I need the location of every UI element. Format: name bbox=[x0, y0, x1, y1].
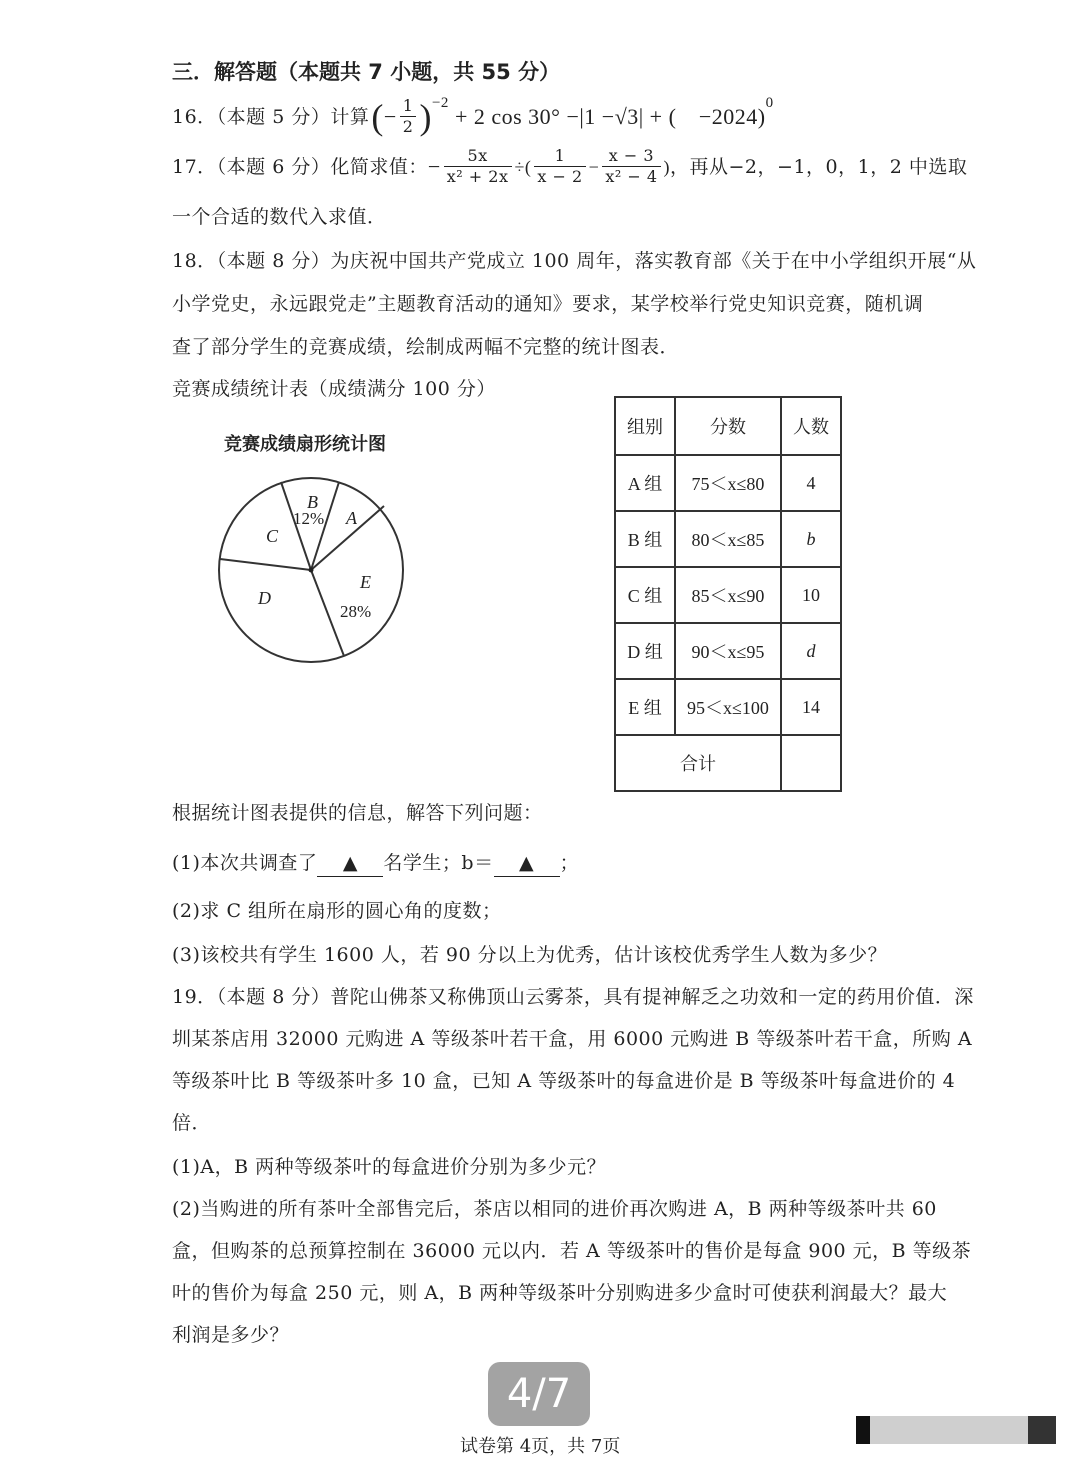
answer-blank-2[interactable]: ▲ bbox=[494, 850, 560, 877]
q17-close: ) bbox=[663, 156, 671, 177]
q19-part2-line1: (2)当购进的所有茶叶全部售完后，茶店以相同的进价再次购进 A，B 两种等级茶叶共 60 bbox=[172, 1198, 937, 1220]
q18-line2: 小学党史，永远跟党走”主题教育活动的通知》要求，某学校举行党史知识竞赛，随机调 bbox=[172, 293, 924, 315]
q17-f1-den: x² + 2x bbox=[446, 167, 509, 186]
q18-part1-text-b: 名学生；b＝ bbox=[383, 852, 494, 874]
q17-fraction-3 bbox=[602, 146, 660, 187]
table-row bbox=[615, 679, 841, 735]
table-total-label: 合计 bbox=[615, 735, 781, 791]
table-cell-score: 80＜x≤85 bbox=[675, 511, 781, 567]
q16-fraction bbox=[400, 96, 417, 137]
table-cell-count: d bbox=[781, 623, 841, 679]
question-17 bbox=[172, 146, 967, 187]
q18-part1 bbox=[172, 850, 579, 877]
table-cell-score: 75＜x≤80 bbox=[675, 455, 781, 511]
q19-part2-line4: 利润是多少？ bbox=[172, 1324, 290, 1346]
q18-part1-text-c: ； bbox=[559, 852, 580, 874]
pie-label-b-percent: 12% bbox=[293, 509, 325, 528]
q17-sub: − bbox=[588, 156, 600, 177]
q17-f2-den: x − 2 bbox=[537, 167, 583, 186]
q17-suffix: ，再从−2，−1，0，1，2 中选取 bbox=[670, 155, 968, 178]
q18-part2: (2)求 C 组所在扇形的圆心角的度数； bbox=[172, 900, 502, 922]
pie-label-a: A bbox=[346, 508, 357, 528]
q18-part1-text-a: (1)本次共调查了 bbox=[172, 852, 318, 874]
table-cell-count: 4 bbox=[781, 455, 841, 511]
score-table bbox=[614, 396, 842, 792]
pie-label-c: C bbox=[266, 526, 279, 546]
pie-divider-dc bbox=[220, 559, 311, 570]
page-indicator-badge: 4/7 bbox=[488, 1362, 590, 1426]
pie-chart bbox=[200, 460, 430, 680]
table-cell-group: D 组 bbox=[615, 623, 675, 679]
table-total-value bbox=[781, 735, 841, 791]
q16-paren-open: ( bbox=[371, 96, 384, 137]
q17-f1-num: 5x bbox=[444, 146, 512, 167]
table-caption: 竞赛成绩统计表（成绩满分 100 分） bbox=[172, 378, 496, 400]
table-row bbox=[615, 567, 841, 623]
q17-fraction-1 bbox=[444, 146, 512, 187]
q17-f3-den: x² − 4 bbox=[605, 167, 658, 186]
q19-line3: 等级茶叶比 B 等级茶叶多 10 盒，已知 A 等级茶叶的每盒进价是 B 等级茶叶每盒进价的 4 bbox=[172, 1070, 956, 1092]
question-16 bbox=[172, 96, 774, 137]
table-cell-group: E 组 bbox=[615, 679, 675, 735]
table-row bbox=[615, 455, 841, 511]
table-header-count: 人数 bbox=[781, 397, 841, 455]
table-header-score: 分数 bbox=[675, 397, 781, 455]
q19-part1: (1)A，B 两种等级茶叶的每盒进价分别为多少元？ bbox=[172, 1156, 607, 1178]
q16-exponent-zero: 0 bbox=[765, 94, 774, 111]
q19-part2-line3: 叶的售价为每盒 250 元，则 A，B 两种等级茶叶分别购进多少盒时可使获利润最大？最大 bbox=[172, 1282, 948, 1304]
q17-minus: − bbox=[427, 153, 441, 179]
table-cell-score: 95＜x≤100 bbox=[675, 679, 781, 735]
q19-line2: 圳某茶店用 32000 元购进 A 等级茶叶若干盒，用 6000 元购进 B 等级茶叶若干盒，所购 A bbox=[172, 1028, 973, 1050]
table-row bbox=[615, 511, 841, 567]
table-cell-score: 85＜x≤90 bbox=[675, 567, 781, 623]
q16-minus: − bbox=[383, 103, 397, 129]
q16-exponent: −2 bbox=[431, 94, 449, 111]
q16-frac-den: 2 bbox=[402, 117, 414, 136]
table-cell-group: B 组 bbox=[615, 511, 675, 567]
table-cell-count: 14 bbox=[781, 679, 841, 735]
table-cell-group: A 组 bbox=[615, 455, 675, 511]
q17-f2-num: 1 bbox=[534, 146, 585, 167]
pie-label-d: D bbox=[258, 588, 271, 608]
table-cell-count: b bbox=[781, 511, 841, 567]
section-title: 三．解答题（本题共 7 小题，共 55 分） bbox=[172, 60, 561, 84]
q17-prefix: 17．（本题 6 分）化简求值： bbox=[172, 155, 428, 178]
pie-label-e: E bbox=[360, 572, 371, 592]
q18-part3: (3)该校共有学生 1600 人，若 90 分以上为优秀，估计该校优秀学生人数为多少？ bbox=[172, 944, 888, 966]
q16-prefix: 16．（本题 5 分）计算 bbox=[172, 105, 370, 128]
image-viewer-toolbar bbox=[856, 1416, 1056, 1444]
pie-label-e-percent: 28% bbox=[340, 602, 372, 621]
table-cell-score: 90＜x≤95 bbox=[675, 623, 781, 679]
q16-paren-close: ) bbox=[419, 96, 432, 137]
q17-divide: ÷( bbox=[514, 156, 532, 177]
table-cell-group: C 组 bbox=[615, 567, 675, 623]
q16-expression: + 2 cos 30° −|1 −√3| + ( −2024) bbox=[454, 103, 766, 129]
q19-line1: 19．（本题 8 分）普陀山佛茶又称佛顶山云雾茶，具有提神解乏之功效和一定的药用价值．深 bbox=[172, 986, 974, 1008]
q17-line2: 一个合适的数代入求值． bbox=[172, 206, 387, 228]
page-footer: 试卷第 4页，共 7页 bbox=[460, 1436, 621, 1457]
q17-fraction-2 bbox=[534, 146, 585, 187]
q19-line4: 倍． bbox=[172, 1112, 212, 1134]
q18-line3: 查了部分学生的竞赛成绩，绘制成两幅不完整的统计图表． bbox=[172, 336, 680, 358]
table-row bbox=[615, 623, 841, 679]
pie-chart-title: 竞赛成绩扇形统计图 bbox=[224, 434, 386, 455]
pie-label-b: B bbox=[307, 492, 318, 512]
q18-intro: 根据统计图表提供的信息，解答下列问题： bbox=[172, 802, 543, 824]
answer-blank-1[interactable]: ▲ bbox=[317, 850, 383, 877]
table-cell-count: 10 bbox=[781, 567, 841, 623]
q17-f3-num: x − 3 bbox=[602, 146, 660, 167]
q16-frac-num: 1 bbox=[400, 96, 417, 117]
table-header-group: 组别 bbox=[615, 397, 675, 455]
q19-part2-line2: 盒，但购茶的总预算控制在 36000 元以内．若 A 等级茶叶的售价是每盒 900 元，B 等级茶 bbox=[172, 1240, 972, 1262]
table-total-row bbox=[615, 735, 841, 791]
pie-center bbox=[309, 568, 314, 573]
table-header-row bbox=[615, 397, 841, 455]
q18-line1: 18．（本题 8 分）为庆祝中国共产党成立 100 周年，落实教育部《关于在中小学组织开展“从 bbox=[172, 250, 977, 272]
